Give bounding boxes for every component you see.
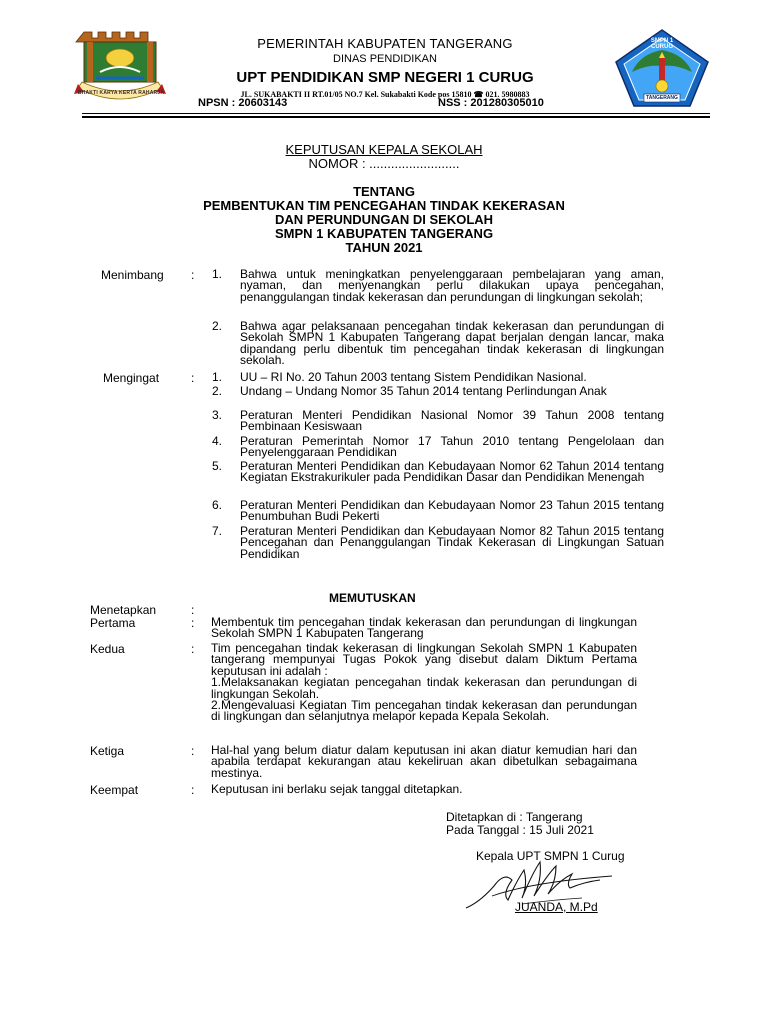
ketiga-label: Ketiga [90,744,125,758]
signer-name: JUANDA, M.Pd [515,900,598,914]
pertama-label: Pertama [90,616,136,630]
nss: NSS : 201280305010 [438,97,544,109]
letterhead-rule-thick [82,116,710,118]
keempat-label: Keempat [90,783,139,797]
mengingat-label: Mengingat [103,371,160,385]
item-text: Peraturan Menteri Pendidikan dan Kebudayaan Nomor 82 Tahun 2015 tentang Pencegahan dan Penanggulangan Tindak Kekerasan di Lingkungan Satuan Pendidikan [240,524,664,561]
item-text: Bahwa agar pelaksanaan pencegahan tindak kekerasan dan perundungan di Sekolah SMPN 1 Kabupaten Tangerang dapat berjalan dengan lancar, maka dipandang perlu dibentuk tim pencegahan tindak kekerasan di lingkungan sekolah. [240,319,664,368]
subject-line-2: DAN PERUNDUNGAN DI SEKOLAH [274,212,494,227]
item-number: 3. [212,408,223,422]
npsn: NPSN : 20603143 [198,97,288,109]
logo-motto: BHAKTI KARYA KERTA RAHARJA [77,90,165,96]
school-address: JL. SUKABAKTI II RT.01/05 NO.7 Kel. Sukabakti Kode pos 15810 ☎ 021. 5980883 [240,90,530,99]
ditetapkan-di: Ditetapkan di : Tangerang [446,810,583,824]
kedua-sub-2: 2.Mengevaluasi Kegiatan Tim pencegahan tindak kekerasan dan perundungan di lingkungan dan selanjutnya melapor kepada Kepala Sekolah. [211,698,637,724]
kedua-colon: : [191,642,195,656]
item-number: 7. [212,524,223,538]
item-text: UU – RI No. 20 Tahun 2003 tentang Sistem Pendidikan Nasional. [240,370,587,384]
item-number: 1. [212,370,223,384]
item-text: Peraturan Menteri Pendidikan dan Kebudayaan Nomor 23 Tahun 2015 tentang Penumbuhan Budi Pekerti [240,498,664,524]
kedua-text: Tim pencegahan tindak kekerasan di lingkungan Sekolah SMPN 1 Kabupaten tangerang mempunyai Tugas Pokok yang disebut dalam Diktum Pertama keputusan ini adalah : [211,641,637,678]
mengingat-colon: : [191,371,195,385]
school-name: UPT PENDIDIKAN SMP NEGERI 1 CURUG [236,69,534,86]
menimbang-colon: : [191,268,195,282]
tentang-label: TENTANG [353,184,415,199]
item-number: 6. [212,498,223,512]
item-number: 2. [212,384,223,398]
subject-line-1: PEMBENTUKAN TIM PENCEGAHAN TINDAK KEKERASAN [203,198,565,213]
department-name: DINAS PENDIDIKAN [333,53,437,65]
kedua-sub-1: 1.Melaksanakan kegiatan pencegahan tindak kekerasan dan perundungan di lingkungan Sekolah. [211,675,637,701]
item-number: 1. [212,267,223,281]
pertama-colon: : [191,616,195,630]
school-ids [198,97,578,109]
logo-top-text: SMPN 1 CURUG [650,38,674,50]
kedua-label: Kedua [90,642,125,656]
keempat-colon: : [191,783,195,797]
kabupaten-tangerang-logo [70,28,170,108]
menimbang-label: Menimbang [101,268,164,282]
item-number: 2. [212,319,223,333]
item-text: Peraturan Pemerintah Nomor 17 Tahun 2010 tentang Pengelolaan dan Penyelenggaraan Pendidikan [240,434,664,460]
government-name: PEMERINTAH KABUPATEN TANGERANG [257,36,513,51]
item-text: Peraturan Menteri Pendidikan dan Kebudayaan Nomor 62 Tahun 2014 tentang Kegiatan Ekstrakurikuler pada Pendidikan Dasar dan Pendidikan Menengah [240,459,664,485]
subject-line-4: TAHUN 2021 [345,240,423,255]
decree-number: NOMOR : ......................... [308,156,460,171]
item-number: 5. [212,459,223,473]
item-text: Undang – Undang Nomor 35 Tahun 2014 tentang Perlindungan Anak [240,384,607,398]
pertama-text: Membentuk tim pencegahan tindak kekerasan dan perundungan di lingkungan Sekolah SMPN 1 Kabupaten Tangerang [211,615,637,641]
keempat-text: Keputusan ini berlaku sejak tanggal ditetapkan. [211,782,463,796]
memutuskan-heading: MEMUTUSKAN [329,591,416,605]
signer-position: Kepala UPT SMPN 1 Curug [476,849,625,863]
letterhead-rule-thin [82,113,710,114]
logo-bottom-text: TANGERANG [646,95,678,101]
letterhead-text [180,36,590,101]
decree-heading: KEPUTUSAN KEPALA SEKOLAH [285,142,483,157]
item-text: Bahwa untuk meningkatkan penyelenggaraan pembelajaran yang aman, nyaman, dan menyenangkan perlu dilakukan upaya pencegahan, penanggulangan tindak kekerasan dan perundungan di lingkungan sekolah; [240,267,664,304]
menetapkan-label: Menetapkan [90,603,157,617]
pada-tanggal: Pada Tanggal : 15 Juli 2021 [446,823,594,837]
ketiga-colon: : [191,744,195,758]
ketiga-text: Hal-hal yang belum diatur dalam keputusan ini akan diatur kemudian hari dan apabila terdapat kekurangan atau kekeliruan akan dibetulkan sebagaimana mestinya. [211,743,637,780]
kedua-block [211,643,637,723]
subject-line-3: SMPN 1 KABUPATEN TANGERANG [274,226,494,241]
menetapkan-colon: : [191,603,195,617]
item-number: 4. [212,434,223,448]
item-text: Peraturan Menteri Pendidikan Nasional Nomor 39 Tahun 2008 tentang Pembinaan Kesiswaan [240,408,664,434]
